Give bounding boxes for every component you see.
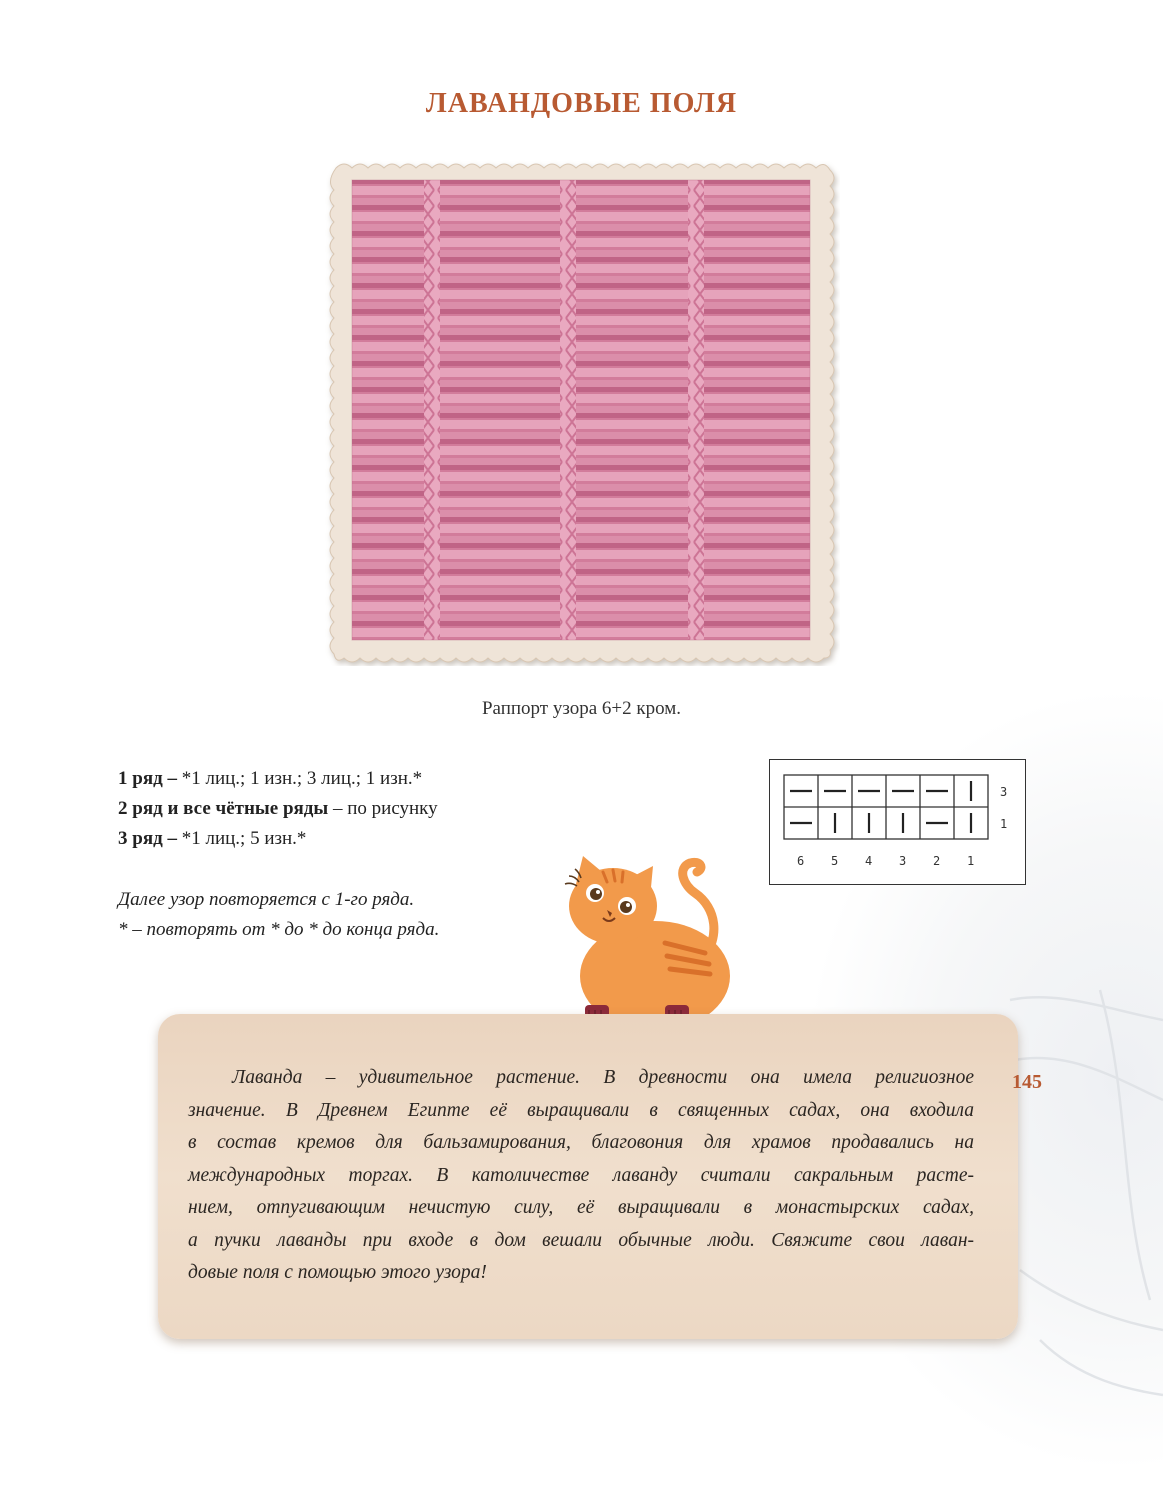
row-instruction (118, 764, 438, 794)
row-text: *1 лиц.; 1 изн.; 3 лиц.; 1 изн.* (176, 768, 423, 789)
chart-col-label: 1 (967, 854, 975, 868)
chart-col-label: 3 (899, 854, 907, 868)
info-text (188, 1062, 974, 1290)
row-label: 3 ряд – (118, 828, 177, 849)
chart-col-label: 4 (865, 854, 873, 868)
knitted-sample-photo (324, 158, 840, 666)
info-line: значение. В Древнем Египте её выращивали в священных садах, она входила (188, 1099, 974, 1121)
info-line: Лаванда – удивительное растение. В древности она имела религиозное (232, 1067, 974, 1088)
chart-col-label: 2 (933, 854, 941, 868)
knitting-chart (769, 759, 1026, 885)
info-line: международных торгах. В католичестве лаванду считали сакральным расте- (188, 1164, 974, 1186)
page-title: ЛАВАНДОВЫЕ ПОЛЯ (425, 88, 738, 119)
chart-col-label: 6 (797, 854, 805, 868)
chart-row-label: 1 (1000, 817, 1008, 831)
row-instruction (118, 794, 438, 824)
chart-col-label: 5 (831, 854, 839, 868)
notes (118, 885, 439, 945)
info-line: в состав кремов для бальзамирования, благовония для храмов продавались на (188, 1132, 974, 1153)
row-instructions (118, 764, 438, 854)
chart-row-label: 3 (1000, 785, 1008, 799)
info-line: а пучки лаванды при входе в дом вешали обычные люди. Свяжите свои лаван- (188, 1229, 974, 1251)
note-line: Далее узор повторяется с 1-го ряда. (118, 889, 415, 910)
note-line: * – повторять от * до * до конца ряда. (118, 919, 440, 940)
row-label: 1 ряд – (118, 768, 177, 789)
row-instruction (118, 824, 438, 854)
row-text: *1 лиц.; 5 изн.* (176, 828, 307, 849)
row-text: – по рисунку (328, 798, 438, 819)
page-number: 145 (1012, 1071, 1042, 1093)
rapport-caption: Раппорт узора 6+2 кром. (481, 698, 682, 719)
info-line: довые поля с помощью этого узора! (188, 1262, 487, 1283)
row-label: 2 ряд и все чётные ряды (118, 798, 329, 819)
info-line: нием, отпугивающим нечистую силу, её выращивали в монастырских садах, (188, 1197, 974, 1218)
